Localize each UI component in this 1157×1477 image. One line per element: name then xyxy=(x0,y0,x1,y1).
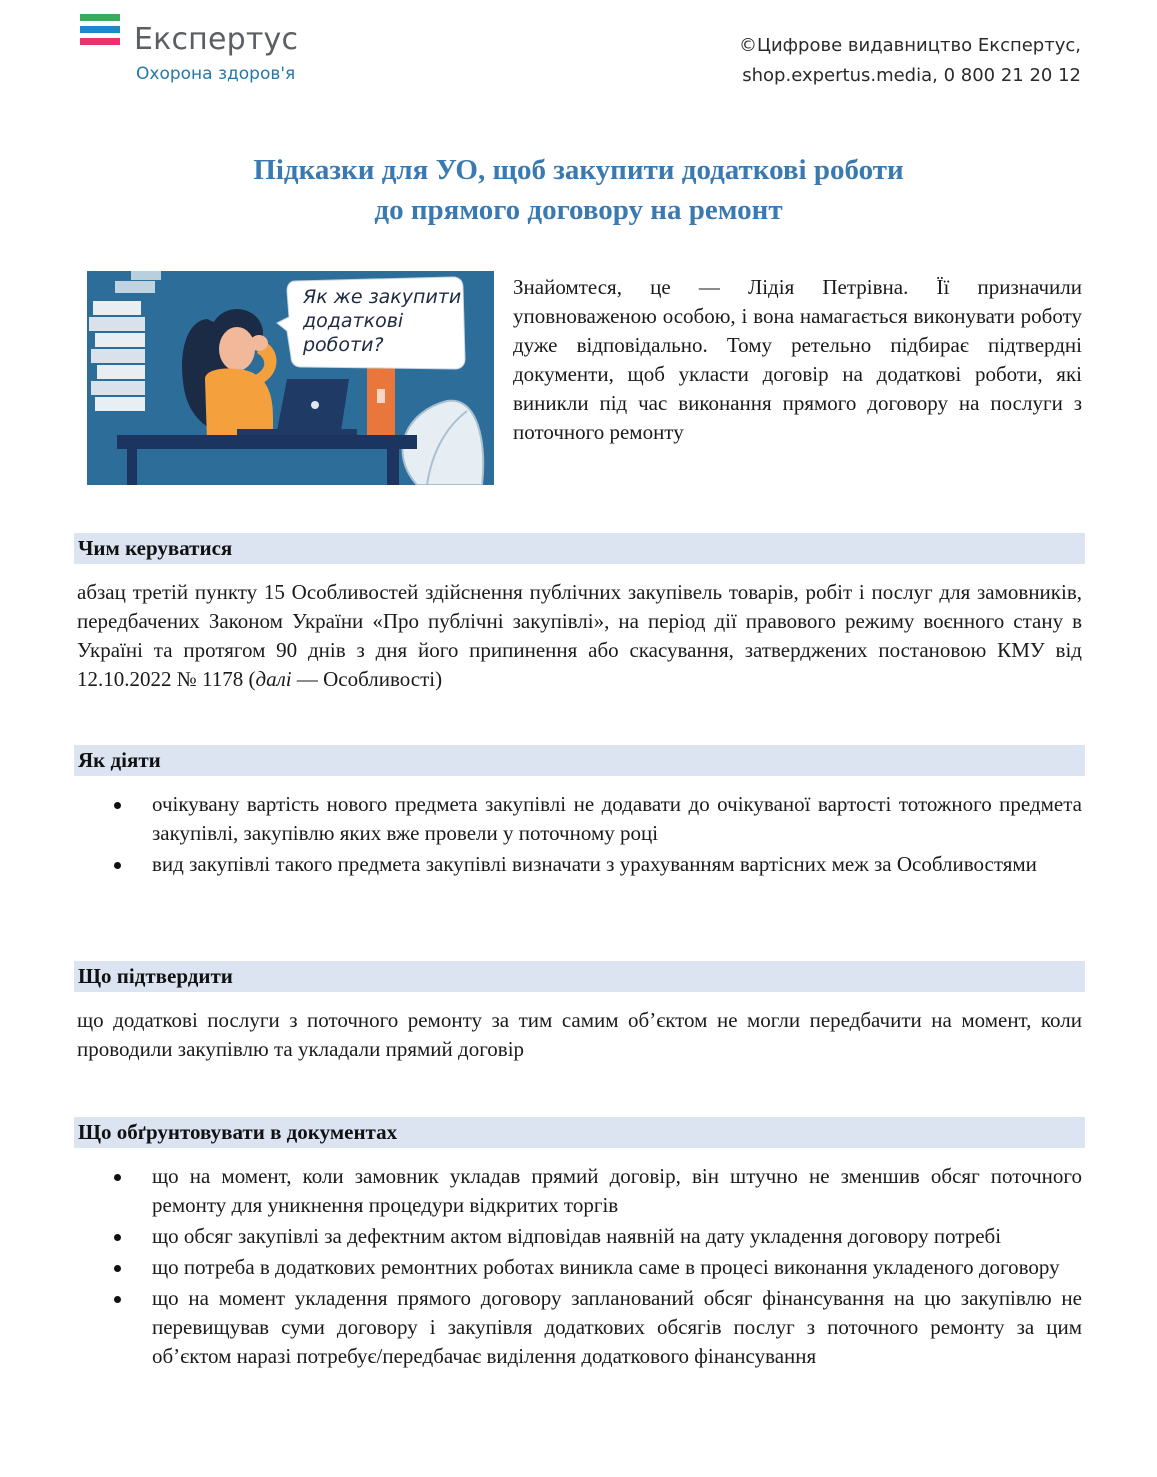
bullet-icon xyxy=(114,1265,121,1272)
bullet-icon xyxy=(114,1234,121,1241)
list-item-text: очікувану вартість нового предмета закупівлі не додавати до очікуваної вартості тотожного предмета закупівлі, закупівлю яких вже провели у поточному році xyxy=(152,792,1082,845)
list-item-text: що обсяг закупівлі за дефектним актом відповідав наявній на дату укладення договору потребі xyxy=(152,1224,1002,1248)
justify-list xyxy=(110,1162,1082,1373)
publisher-line-1: ©Цифрове видавництво Експертус, xyxy=(738,35,1081,56)
list-item-text: що потреба в додаткових ремонтних роботах виникла саме в процесі виконання укладеного договору xyxy=(152,1255,1060,1279)
list-item xyxy=(110,850,1082,879)
section-heading-justify: Що обґрунтовувати в документах xyxy=(74,1117,1085,1148)
list-item-text: що на момент укладення прямого договору запланований обсяг фінансування на цю закупівлю не перевищував суми договору і закупівля додаткових обсягів послуг з поточного ремонту за цим об’єктом наразі потребує/передбачає виділення додаткового фінансування xyxy=(152,1286,1082,1368)
intro-text: Знайомтеся, це — Лідія Петрівна. Її призначили уповноваженою особою, і вона намагається виконувати роботу дуже відповідально. Тому ретельно підбирає підтвердні документи, щоб укласти договір на додаткові роботи, які виникли під час виконання прямого договору на послуги з поточного ремонту xyxy=(513,275,1082,444)
list-item xyxy=(110,1284,1082,1371)
bullet-icon xyxy=(114,1296,121,1303)
list-item xyxy=(110,1222,1082,1251)
logo-bars-icon xyxy=(80,14,120,50)
list-item xyxy=(110,790,1082,848)
section-text-confirm: що додаткові послуги з поточного ремонту за тим самим об’єктом не могли передбачити на момент, коли проводили закупівлю та укладали прямий договір xyxy=(77,1008,1082,1061)
list-item-text: що на момент, коли замовник укладав прямий договір, він штучно не зменшив обсяг поточного ремонту для уникнення процедури відкритих торгів xyxy=(152,1164,1082,1217)
title-line-1: Підказки для УО, щоб закупити додаткові роботи xyxy=(253,154,904,186)
page-header xyxy=(0,0,1157,110)
list-item xyxy=(110,1253,1082,1282)
logo-subtitle: Охорона здоров'я xyxy=(136,64,296,84)
list-item xyxy=(110,1162,1082,1220)
speech-line-2: додаткові xyxy=(303,310,404,332)
illustration xyxy=(87,271,494,485)
guidance-text-italic: далі xyxy=(255,667,292,691)
bullet-icon xyxy=(114,802,121,809)
bullet-icon xyxy=(114,862,121,869)
bullet-icon xyxy=(114,1174,121,1181)
speech-line-3: роботи? xyxy=(303,334,384,356)
list-item-text: вид закупівлі такого предмета закупівлі визначати з урахуванням вартісних меж за Особливостями xyxy=(152,852,1037,876)
title-line-2: до прямого договору на ремонт xyxy=(374,194,783,226)
page-title xyxy=(0,150,1157,230)
section-heading-actions: Як діяти xyxy=(74,745,1085,776)
publisher-line-2: shop.expertus.media, 0 800 21 20 12 xyxy=(742,65,1081,86)
actions-list xyxy=(110,790,1082,881)
logo-name: Експертус xyxy=(134,22,299,57)
woman-at-laptop-illustration xyxy=(87,271,494,485)
section-heading-guidance: Чим керуватися xyxy=(74,533,1085,564)
speech-line-1: Як же закупити xyxy=(303,286,462,308)
guidance-text-tail: — Особливості) xyxy=(291,667,443,691)
section-heading-confirm: Що підтвердити xyxy=(74,961,1085,992)
section-text-guidance xyxy=(77,578,1082,694)
guidance-text-main: абзац третій пункту 15 Особливостей здійснення публічних закупівель товарів, робіт і послуг для замовників, передбачених Законом України «Про публічні закупівлі», на період дії правового режиму воєнного стану в Україні та протягом 90 днів з дня його припинення або скасування, затверджених постановою КМУ від 12.10.2022 № 1178 ( xyxy=(77,580,1082,691)
publisher-info xyxy=(739,31,1081,91)
